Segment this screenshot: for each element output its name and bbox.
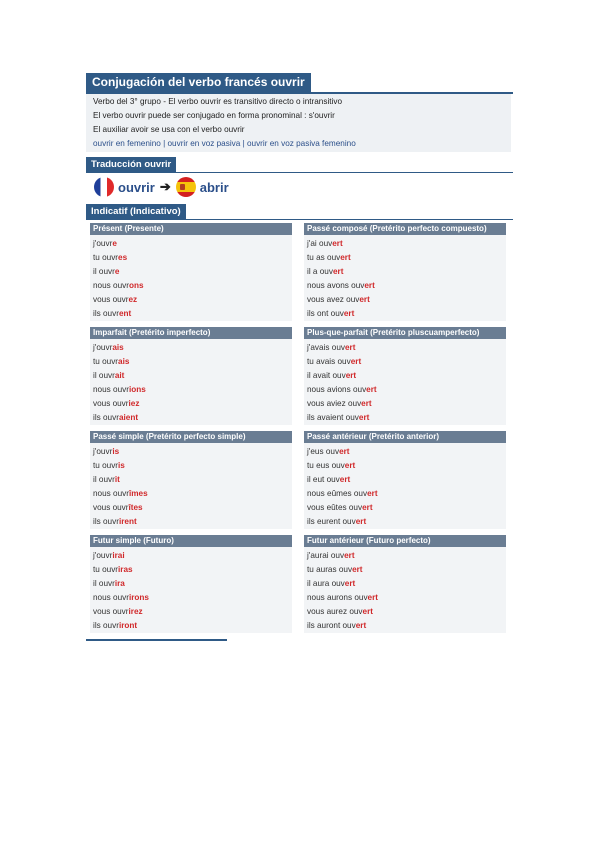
conjugation-stem: nous eûmes ouv	[307, 489, 368, 498]
conjugation-line	[307, 293, 506, 307]
conjugation-line	[307, 251, 506, 265]
conjugation-ending: e	[112, 239, 117, 248]
conjugation-ending: is	[112, 447, 120, 456]
conjugation-ending: iras	[118, 565, 133, 574]
auxiliary-info: El auxiliar avoir se usa con el verbo ouvrir	[93, 125, 245, 134]
conjugation-ending: ez	[128, 295, 138, 304]
conjugation-stem: il ouvr	[93, 475, 115, 484]
conjugation-line	[93, 445, 292, 459]
conjugation-stem: tu ouvr	[93, 565, 119, 574]
france-flag-icon	[94, 177, 114, 197]
conjugation-ending: ert	[358, 413, 370, 422]
conjugation-ending: ions	[128, 385, 146, 394]
conjugation-ending: ais	[112, 343, 124, 352]
tense-panel	[304, 535, 506, 633]
conjugation-stem: vous eûtes ouv	[307, 503, 363, 512]
conjugation-stem: tu as ouv	[307, 253, 341, 262]
translation-row	[94, 176, 234, 198]
conjugation-stem: tu avais ouv	[307, 357, 351, 366]
conjugation-stem: j'eus ouv	[307, 447, 340, 456]
conjugation-line	[307, 411, 506, 425]
conjugation-line	[307, 563, 506, 577]
conjugation-stem: vous aviez ouv	[307, 399, 362, 408]
conjugation-stem: vous avez ouv	[307, 295, 360, 304]
conjugation-stem: tu auras ouv	[307, 565, 353, 574]
conjugation-ending: ons	[128, 281, 144, 290]
conjugation-line	[307, 549, 506, 563]
conjugation-line	[307, 445, 506, 459]
conjugation-stem: il a ouv	[307, 267, 333, 276]
conjugation-stem: j'ai ouv	[307, 239, 333, 248]
conjugation-line	[93, 549, 292, 563]
conjugation-stem: ils ouvr	[93, 621, 119, 630]
conjugation-stem: il avait ouv	[307, 371, 346, 380]
conjugation-line	[93, 515, 292, 529]
conjugation-ending: ert	[344, 551, 355, 560]
tense-panel	[90, 431, 292, 529]
conjugation-line	[93, 369, 292, 383]
conjugation-ending: ert	[359, 295, 370, 304]
conjugation-stem: vous ouvr	[93, 503, 129, 512]
conjugation-line	[307, 487, 506, 501]
tense-title: Imparfait (Pretérito imperfecto)	[90, 327, 292, 339]
conjugation-ending: ert	[367, 593, 379, 602]
conjugation-stem: j'ouvr	[93, 343, 113, 352]
conjugation-stem: il aura ouv	[307, 579, 345, 588]
conjugation-line	[307, 355, 506, 369]
conjugation-line	[307, 369, 506, 383]
conjugation-line	[93, 619, 292, 633]
conjugation-stem: ils ouvr	[93, 309, 119, 318]
conjugation-ending: es	[118, 253, 128, 262]
conjugation-line	[93, 605, 292, 619]
conjugation-line	[93, 383, 292, 397]
conjugation-line	[307, 473, 506, 487]
conjugation-ending: îtes	[128, 503, 143, 512]
conjugation-line	[93, 293, 292, 307]
conjugation-ending: irent	[118, 517, 137, 526]
conjugation-stem: ils eurent ouv	[307, 517, 356, 526]
conjugation-ending: îmes	[128, 489, 148, 498]
tense-forms	[304, 443, 506, 529]
arrow-icon: ➔	[159, 179, 171, 194]
tense-forms	[304, 235, 506, 321]
conjugation-ending: ert	[344, 461, 356, 470]
conjugation-ending: ert	[352, 565, 363, 574]
conjugation-stem: nous ouvr	[93, 489, 129, 498]
conjugation-ending: e	[114, 267, 120, 276]
conjugation-line	[307, 577, 506, 591]
tense-forms	[304, 339, 506, 425]
conjugation-ending: ert	[339, 447, 350, 456]
conjugation-ending: ert	[345, 371, 357, 380]
translation-divider	[86, 172, 513, 173]
conjugation-line	[93, 279, 292, 293]
tense-title: Passé simple (Pretérito perfecto simple)	[90, 431, 292, 443]
conjugation-ending: ert	[340, 253, 351, 262]
conjugation-ending: ert	[366, 385, 377, 394]
conjugation-ending: ait	[114, 371, 125, 380]
tense-title: Plus-que-parfait (Pretérito pluscuamperfecto)	[304, 327, 506, 339]
tense-forms	[90, 443, 292, 529]
conjugation-ending: ert	[367, 489, 378, 498]
conjugation-line	[307, 591, 506, 605]
conjugation-line	[93, 459, 292, 473]
tense-forms	[304, 547, 506, 633]
translation-header: Traducción ouvrir	[86, 157, 176, 172]
tense-panel	[90, 535, 292, 633]
mood-header: Indicatif (Indicativo)	[86, 204, 186, 219]
conjugation-ending: ert	[355, 517, 367, 526]
conjugation-ending: ert	[339, 475, 351, 484]
conjugation-line	[93, 237, 292, 251]
target-verb[interactable]: abrir	[199, 179, 229, 195]
conjugation-stem: nous ouvr	[93, 593, 129, 602]
conjugation-line	[93, 487, 292, 501]
conjugation-line	[307, 397, 506, 411]
conjugation-line	[307, 383, 506, 397]
conjugation-stem: j'avais ouv	[307, 343, 345, 352]
conjugation-ending: ert	[332, 267, 344, 276]
verb-group-info: Verbo del 3° grupo - El verbo ouvrir es transitivo directo o intransitivo	[93, 97, 343, 106]
conjugation-ending: ert	[364, 281, 375, 290]
conjugation-ending: ais	[118, 357, 130, 366]
mood-divider	[86, 219, 513, 220]
conjugation-ending: ert	[332, 239, 343, 248]
conjugation-line	[307, 459, 506, 473]
tense-panel	[90, 223, 292, 321]
conjugation-stem: il ouvr	[93, 371, 115, 380]
conjugation-line	[307, 265, 506, 279]
conjugation-stem: j'ouvr	[93, 447, 113, 456]
conjugation-stem: il ouvr	[93, 579, 115, 588]
conjugation-ending: ert	[344, 579, 356, 588]
conjugation-line	[93, 265, 292, 279]
conjugation-stem: ils ouvr	[93, 413, 119, 422]
conjugation-stem: ils avaient ouv	[307, 413, 359, 422]
conjugation-line	[93, 251, 292, 265]
conjugation-ending: ira	[114, 579, 125, 588]
conjugation-line	[93, 577, 292, 591]
conjugation-line	[307, 619, 506, 633]
conjugation-ending: ert	[344, 343, 356, 352]
bottom-divider	[86, 639, 227, 641]
conjugation-ending: irez	[128, 607, 143, 616]
tense-panel	[304, 223, 506, 321]
conjugation-line	[307, 237, 506, 251]
tense-forms	[90, 547, 292, 633]
tense-title: Passé composé (Pretérito perfecto compuesto)	[304, 223, 506, 235]
tense-panel	[90, 327, 292, 425]
variant-links[interactable]: ouvrir en femenino | ouvrir en voz pasiva | ouvrir en voz pasiva femenino	[93, 139, 356, 148]
tense-panel	[304, 327, 506, 425]
conjugation-stem: vous ouvr	[93, 607, 129, 616]
conjugation-line	[307, 501, 506, 515]
conjugation-stem: j'ouvr	[93, 551, 113, 560]
conjugation-ending: irons	[128, 593, 149, 602]
conjugation-stem: tu ouvr	[93, 253, 119, 262]
conjugation-ending: ert	[355, 621, 367, 630]
conjugation-line	[93, 473, 292, 487]
conjugation-ending: ert	[361, 399, 372, 408]
conjugation-line	[307, 341, 506, 355]
tense-panel	[304, 431, 506, 529]
conjugation-line	[307, 279, 506, 293]
conjugation-line	[93, 501, 292, 515]
conjugation-stem: il ouvr	[93, 267, 115, 276]
conjugation-ending: is	[118, 461, 125, 470]
conjugation-stem: tu ouvr	[93, 461, 119, 470]
conjugation-stem: j'ouvr	[93, 239, 113, 248]
source-verb[interactable]: ouvrir	[118, 179, 155, 195]
conjugation-ending: ent	[118, 309, 132, 318]
conjugation-stem: nous avions ouv	[307, 385, 367, 394]
pronominal-info: El verbo ouvrir puede ser conjugado en forma pronominal : s'ouvrir	[93, 111, 335, 120]
tense-title: Futur antérieur (Futuro perfecto)	[304, 535, 506, 547]
conjugation-stem: vous ouvr	[93, 295, 129, 304]
page-title: Conjugación del verbo francés ouvrir	[86, 73, 311, 92]
conjugation-line	[307, 515, 506, 529]
conjugation-line	[93, 411, 292, 425]
conjugation-stem: nous ouvr	[93, 281, 129, 290]
conjugation-line	[307, 605, 506, 619]
conjugation-ending: irai	[112, 551, 125, 560]
conjugation-ending: aient	[118, 413, 139, 422]
conjugation-stem: vous ouvr	[93, 399, 129, 408]
conjugation-stem: nous ouvr	[93, 385, 129, 394]
conjugation-ending: ert	[350, 357, 362, 366]
conjugation-stem: nous aurons ouv	[307, 593, 368, 602]
conjugation-ending: iez	[128, 399, 140, 408]
conjugation-stem: ils ont ouv	[307, 309, 344, 318]
conjugation-stem: ils auront ouv	[307, 621, 356, 630]
conjugation-line	[93, 591, 292, 605]
tense-forms	[90, 235, 292, 321]
conjugation-stem: tu ouvr	[93, 357, 119, 366]
conjugation-stem: il eut ouv	[307, 475, 340, 484]
conjugation-line	[93, 397, 292, 411]
conjugation-stem: vous aurez ouv	[307, 607, 363, 616]
tense-title: Futur simple (Futuro)	[90, 535, 292, 547]
verb-info-box	[86, 94, 511, 152]
conjugation-ending: ert	[343, 309, 355, 318]
conjugation-line	[93, 563, 292, 577]
conjugation-line	[93, 341, 292, 355]
conjugation-line	[307, 307, 506, 321]
conjugation-line	[93, 307, 292, 321]
conjugation-stem: tu eus ouv	[307, 461, 345, 470]
spain-flag-icon	[176, 177, 196, 197]
conjugation-stem: ils ouvr	[93, 517, 119, 526]
conjugation-ending: it	[114, 475, 120, 484]
conjugation-stem: nous avons ouv	[307, 281, 365, 290]
conjugation-ending: iront	[118, 621, 138, 630]
tense-forms	[90, 339, 292, 425]
conjugation-ending: ert	[362, 607, 373, 616]
tense-title: Présent (Presente)	[90, 223, 292, 235]
tense-title: Passé antérieur (Pretérito anterior)	[304, 431, 506, 443]
conjugation-ending: ert	[362, 503, 373, 512]
conjugation-line	[93, 355, 292, 369]
conjugation-stem: j'aurai ouv	[307, 551, 345, 560]
